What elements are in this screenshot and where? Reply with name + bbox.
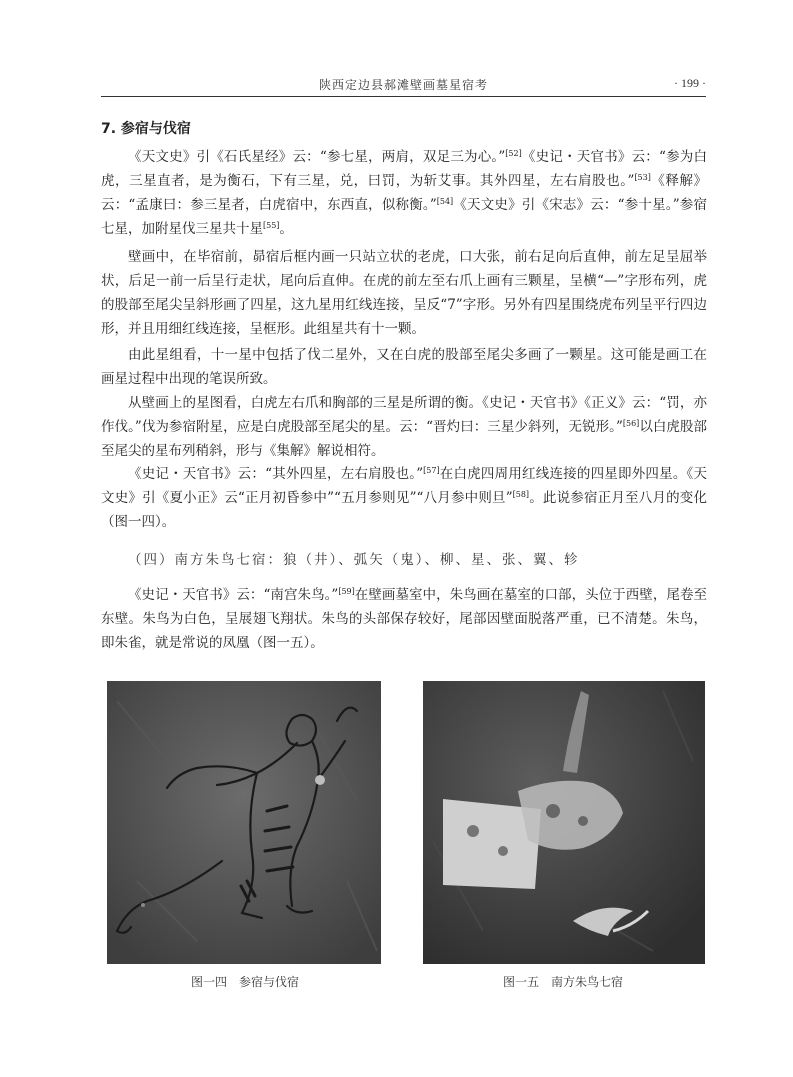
subsection-heading: （四）南方朱鸟七宿：狼（井）、弧矢（鬼）、柳、星、张、翼、轸	[128, 552, 580, 568]
paragraph-5: 《史记・天官书》云：“其外四星，左右肩股也。”[57]在白虎四周用红线连接的四星即外四星。《天文史》引《夏小正》云“正月初昏参中”“五月参则见”“八月参中则旦”[58]。此说参宿正月至八月的变化（图一四）。	[101, 466, 708, 530]
figure-15-caption: 图一五 南方朱鸟七宿	[503, 975, 624, 989]
footnote-ref: [54]	[436, 197, 454, 206]
paragraph-1: 《天文史》引《石氏星经》云：“参七星，两肩，双足三为心。”[52]《史记・天官书》云：“参为白虎，三星直者，是为衡石，下有三星，兑，曰罚，为斩艾事。其外四星，左右肩股也。”[53]《释解》云：“孟康曰：参三星者，白虎宿中，东西直，似称衡。”[54]《天文史》引《宋志》云：“参十星。”参宿七星，加附星伐三星共十星[55]。	[101, 149, 707, 237]
page-number: · 199 ·	[674, 76, 706, 90]
footnote-ref: [58]	[512, 490, 530, 499]
paragraph-6: 《史记・天官书》云：“南宫朱鸟。”[59]在壁画墓室中，朱鸟画在墓室的口部，头位于西壁，尾卷至东壁。朱鸟为白色，呈展翅飞翔状。朱鸟的头部保存较好，尾部因壁面脱落严重，已不清楚。朱鸟，即朱雀，就是常说的凤凰（图一五）。	[101, 587, 707, 651]
footnote-ref: [57]	[423, 466, 440, 475]
running-head-title: 陕西定边县郝滩壁画墓星宿考	[318, 78, 488, 92]
star-mark	[315, 775, 325, 785]
figure-14-tiger-mural	[107, 681, 381, 964]
figure-15-bird-mural	[423, 681, 705, 964]
footnote-ref: [56]	[622, 419, 640, 428]
running-head	[101, 74, 706, 97]
section-heading: 7. 参宿与伐宿	[101, 121, 191, 137]
footnote-ref: [59]	[338, 587, 355, 596]
bird-mural-image	[423, 681, 705, 964]
figure-14-caption: 图一四 参宿与伐宿	[191, 975, 300, 989]
paragraph-4: 从壁画上的星图看，白虎左右爪和胸部的三星是所谓的衡。《史记・天官书》《正义》云：“罚，亦作伐。”伐为参宿附星，应是白虎股部至尾尖的星。云：“晋灼曰：三星少斜列，无锐形。”[56]以白虎股部至尾尖的星布列稍斜，形与《集解》解说相符。	[101, 395, 707, 459]
tiger-mural-image	[107, 681, 381, 964]
footnote-ref: [52]	[505, 149, 522, 158]
paragraph-3: 由此星组看，十一星中包括了伐二星外，又在白虎的股部至尾尖多画了一颗星。这可能是画工在画星过程中出现的笔误所致。	[101, 347, 707, 387]
paragraph-2: 壁画中，在毕宿前，昴宿后框内画一只站立状的老虎，口大张，前右足向后直伸，前左足呈屈举状，后足一前一后呈行走状，尾向后直伸。在虎的前左至右爪上画有三颗星，呈横“—”字形布列，虎的股部至尾尖呈斜形画了四星，这九星用红线连接，呈反“7”字形。另外有四星围绕虎布列呈平行四边形，并且用细红线连接，呈框形。此组星共有十一颗。	[101, 249, 707, 337]
footnote-ref: [53]	[634, 173, 651, 182]
footnote-ref: [55]	[263, 221, 280, 230]
